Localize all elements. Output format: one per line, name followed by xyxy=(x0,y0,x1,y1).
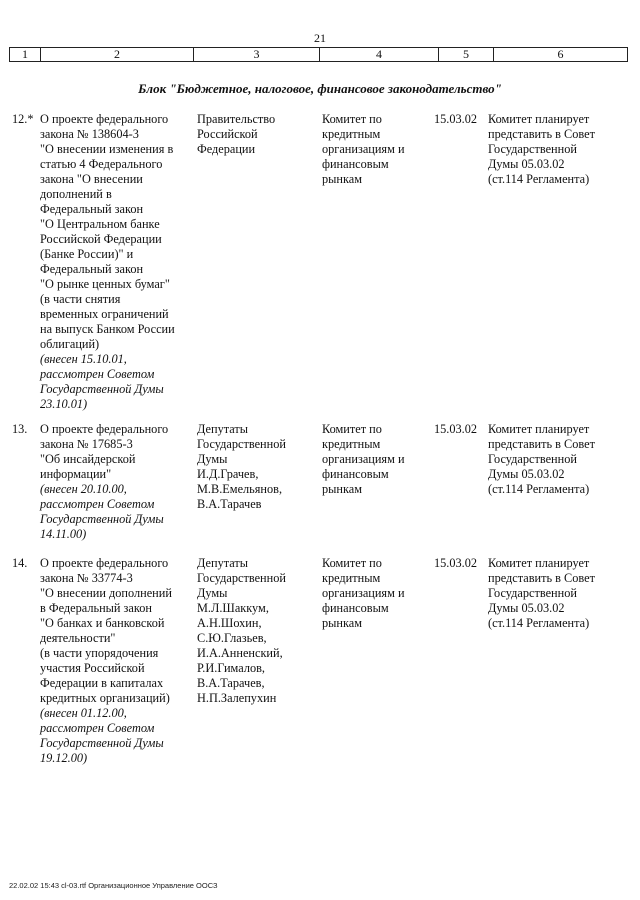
bill-description-line: закона № 138604-3 xyxy=(40,127,139,141)
bill-description-line: рассмотрен Советом xyxy=(40,721,155,735)
note-line: Государственной xyxy=(488,452,577,466)
committee-line: финансовым xyxy=(322,601,389,615)
committee-line: организациям и xyxy=(322,586,405,600)
bill-description-line: Государственной Думы xyxy=(40,382,164,396)
bill-description-line: (внесен 01.12.00, xyxy=(40,706,127,720)
bill-description-line: (внесен 20.10.00, xyxy=(40,482,127,496)
bill-description-line: Российской Федерации xyxy=(40,232,162,246)
note xyxy=(488,112,623,187)
bill-description-line: закона № 17685-3 xyxy=(40,437,133,451)
bill-description-line: О проекте федерального xyxy=(40,422,169,436)
bill-description-line: статью 4 Федерального xyxy=(40,157,163,171)
note-line: Государственной xyxy=(488,586,577,600)
committee-line: организациям и xyxy=(322,452,405,466)
bill-description-line: Федеральный закон xyxy=(40,262,144,276)
committee xyxy=(322,556,427,631)
bill-description-line: "Об инсайдерской xyxy=(40,452,136,466)
bill-description-line: в Федеральный закон xyxy=(40,601,152,615)
review-date: 15.03.02 xyxy=(434,422,478,436)
initiator-line: В.А.Тарачев xyxy=(197,497,262,511)
note-line: представить в Совет xyxy=(488,571,595,585)
committee-line: рынкам xyxy=(322,172,363,186)
note-line: Государственной xyxy=(488,142,577,156)
column-number: 4 xyxy=(320,48,439,61)
bill-description-line: Государственной Думы xyxy=(40,512,164,526)
bill-description-line: "О рынке ценных бумаг" xyxy=(40,277,170,291)
note xyxy=(488,556,623,631)
bill-description-line: информации" xyxy=(40,467,112,481)
bill-description-line: закона "О внесении xyxy=(40,172,143,186)
initiator-line: Федерации xyxy=(197,142,256,156)
bill-description-line: (в части снятия xyxy=(40,292,121,306)
initiator-line: М.Л.Шаккум, xyxy=(197,601,269,615)
column-number: 6 xyxy=(557,47,564,61)
initiator-line: Депутаты xyxy=(197,422,249,436)
committee-line: рынкам xyxy=(322,616,363,630)
committee-line: кредитным xyxy=(322,571,381,585)
column-number: 5 xyxy=(439,48,494,61)
initiator-line: И.А.Анненский, xyxy=(197,646,283,660)
bill-description-line: "О внесении дополнений xyxy=(40,586,172,600)
bill-description-line: закона № 33774-3 xyxy=(40,571,133,585)
note-line: (ст.114 Регламента) xyxy=(488,616,590,630)
committee-line: организациям и xyxy=(322,142,405,156)
bill-description-line: Федерации в капиталах xyxy=(40,676,164,690)
bill-description-line: деятельности" xyxy=(40,631,116,645)
review-date: 15.03.02 xyxy=(434,556,478,570)
bill-description-line: временных ограничений xyxy=(40,307,169,321)
bill-description-line: на выпуск Банком России xyxy=(40,322,175,336)
entry-number: 13. xyxy=(12,422,28,436)
bill-description-line: "О Центральном банке xyxy=(40,217,160,231)
committee xyxy=(322,112,427,187)
note-line: представить в Совет xyxy=(488,127,595,141)
bill-description-line: "О внесении изменения в xyxy=(40,142,174,156)
initiator-line: Правительство xyxy=(197,112,276,126)
page-footer: 22.02.02 15:43 cl-03.rtf Организационное Управление ООСЗ xyxy=(9,881,218,890)
initiator-line: И.Д.Грачев, xyxy=(197,467,259,481)
column-number: 1 xyxy=(10,48,41,61)
bill-description-line: (в части упорядочения xyxy=(40,646,159,660)
note-line: Комитет планирует xyxy=(488,112,590,126)
bill-description-line: О проекте федерального xyxy=(40,556,169,570)
initiator-line: Российской xyxy=(197,127,258,141)
note-line: (ст.114 Регламента) xyxy=(488,172,590,186)
note xyxy=(488,422,623,497)
initiator-line: Государственной xyxy=(197,437,286,451)
bill-description-line: дополнений в xyxy=(40,187,112,201)
entry-number: 14. xyxy=(12,556,28,570)
initiator-line: Р.И.Гималов, xyxy=(197,661,265,675)
bill-description xyxy=(40,556,190,766)
initiator xyxy=(197,556,312,706)
initiator-line: Думы xyxy=(197,586,228,600)
bill-description-line: (Банке России)" и xyxy=(40,247,134,261)
review-date: 15.03.02 xyxy=(434,112,478,126)
bill-description-line: облигаций) xyxy=(40,337,100,351)
bill-description-line: 14.11.00) xyxy=(40,527,87,541)
initiator-line: М.В.Емельянов, xyxy=(197,482,283,496)
initiator-line: А.Н.Шохин, xyxy=(197,616,262,630)
initiator-line: Депутаты xyxy=(197,556,249,570)
note-line: Думы 05.03.02 xyxy=(488,601,565,615)
committee-line: Комитет по xyxy=(322,422,382,436)
page-number: 21 xyxy=(314,31,326,45)
bill-description xyxy=(40,422,190,542)
column-number: 2 xyxy=(41,48,194,61)
note-line: Комитет планирует xyxy=(488,422,590,436)
bill-description-line: Государственной Думы xyxy=(40,736,164,750)
note-line: представить в Совет xyxy=(488,437,595,451)
committee-line: кредитным xyxy=(322,127,381,141)
bill-description-line: (внесен 15.10.01, xyxy=(40,352,127,366)
note-line: Думы 05.03.02 xyxy=(488,467,565,481)
entry-number: 12.* xyxy=(12,112,34,126)
bill-description xyxy=(40,112,190,412)
bill-description-line: Федеральный закон xyxy=(40,202,144,216)
committee-line: Комитет по xyxy=(322,556,382,570)
bill-description-line: 23.10.01) xyxy=(40,397,88,411)
committee-line: Комитет по xyxy=(322,112,382,126)
block-title: Блок "Бюджетное, налоговое, финансовое законодательство" xyxy=(138,81,502,96)
initiator xyxy=(197,422,312,512)
initiator xyxy=(197,112,312,157)
column-number-header xyxy=(9,47,628,62)
committee-line: рынкам xyxy=(322,482,363,496)
bill-description-line: О проекте федерального xyxy=(40,112,169,126)
bill-description-line: участия Российской xyxy=(40,661,145,675)
initiator-line: С.Ю.Глазьев, xyxy=(197,631,267,645)
committee-line: финансовым xyxy=(322,157,389,171)
committee-line: финансовым xyxy=(322,467,389,481)
note-line: Комитет планирует xyxy=(488,556,590,570)
committee xyxy=(322,422,427,497)
bill-description-line: кредитных организаций) xyxy=(40,691,170,705)
committee-line: кредитным xyxy=(322,437,381,451)
bill-description-line: рассмотрен Советом xyxy=(40,497,155,511)
note-line: Думы 05.03.02 xyxy=(488,157,565,171)
bill-description-line: 19.12.00) xyxy=(40,751,88,765)
bill-description-line: "О банках и банковской xyxy=(40,616,165,630)
initiator-line: Думы xyxy=(197,452,228,466)
bill-description-line: рассмотрен Советом xyxy=(40,367,155,381)
column-number: 3 xyxy=(194,48,320,61)
initiator-line: Н.П.Залепухин xyxy=(197,691,277,705)
initiator-line: В.А.Тарачев, xyxy=(197,676,265,690)
note-line: (ст.114 Регламента) xyxy=(488,482,590,496)
initiator-line: Государственной xyxy=(197,571,286,585)
